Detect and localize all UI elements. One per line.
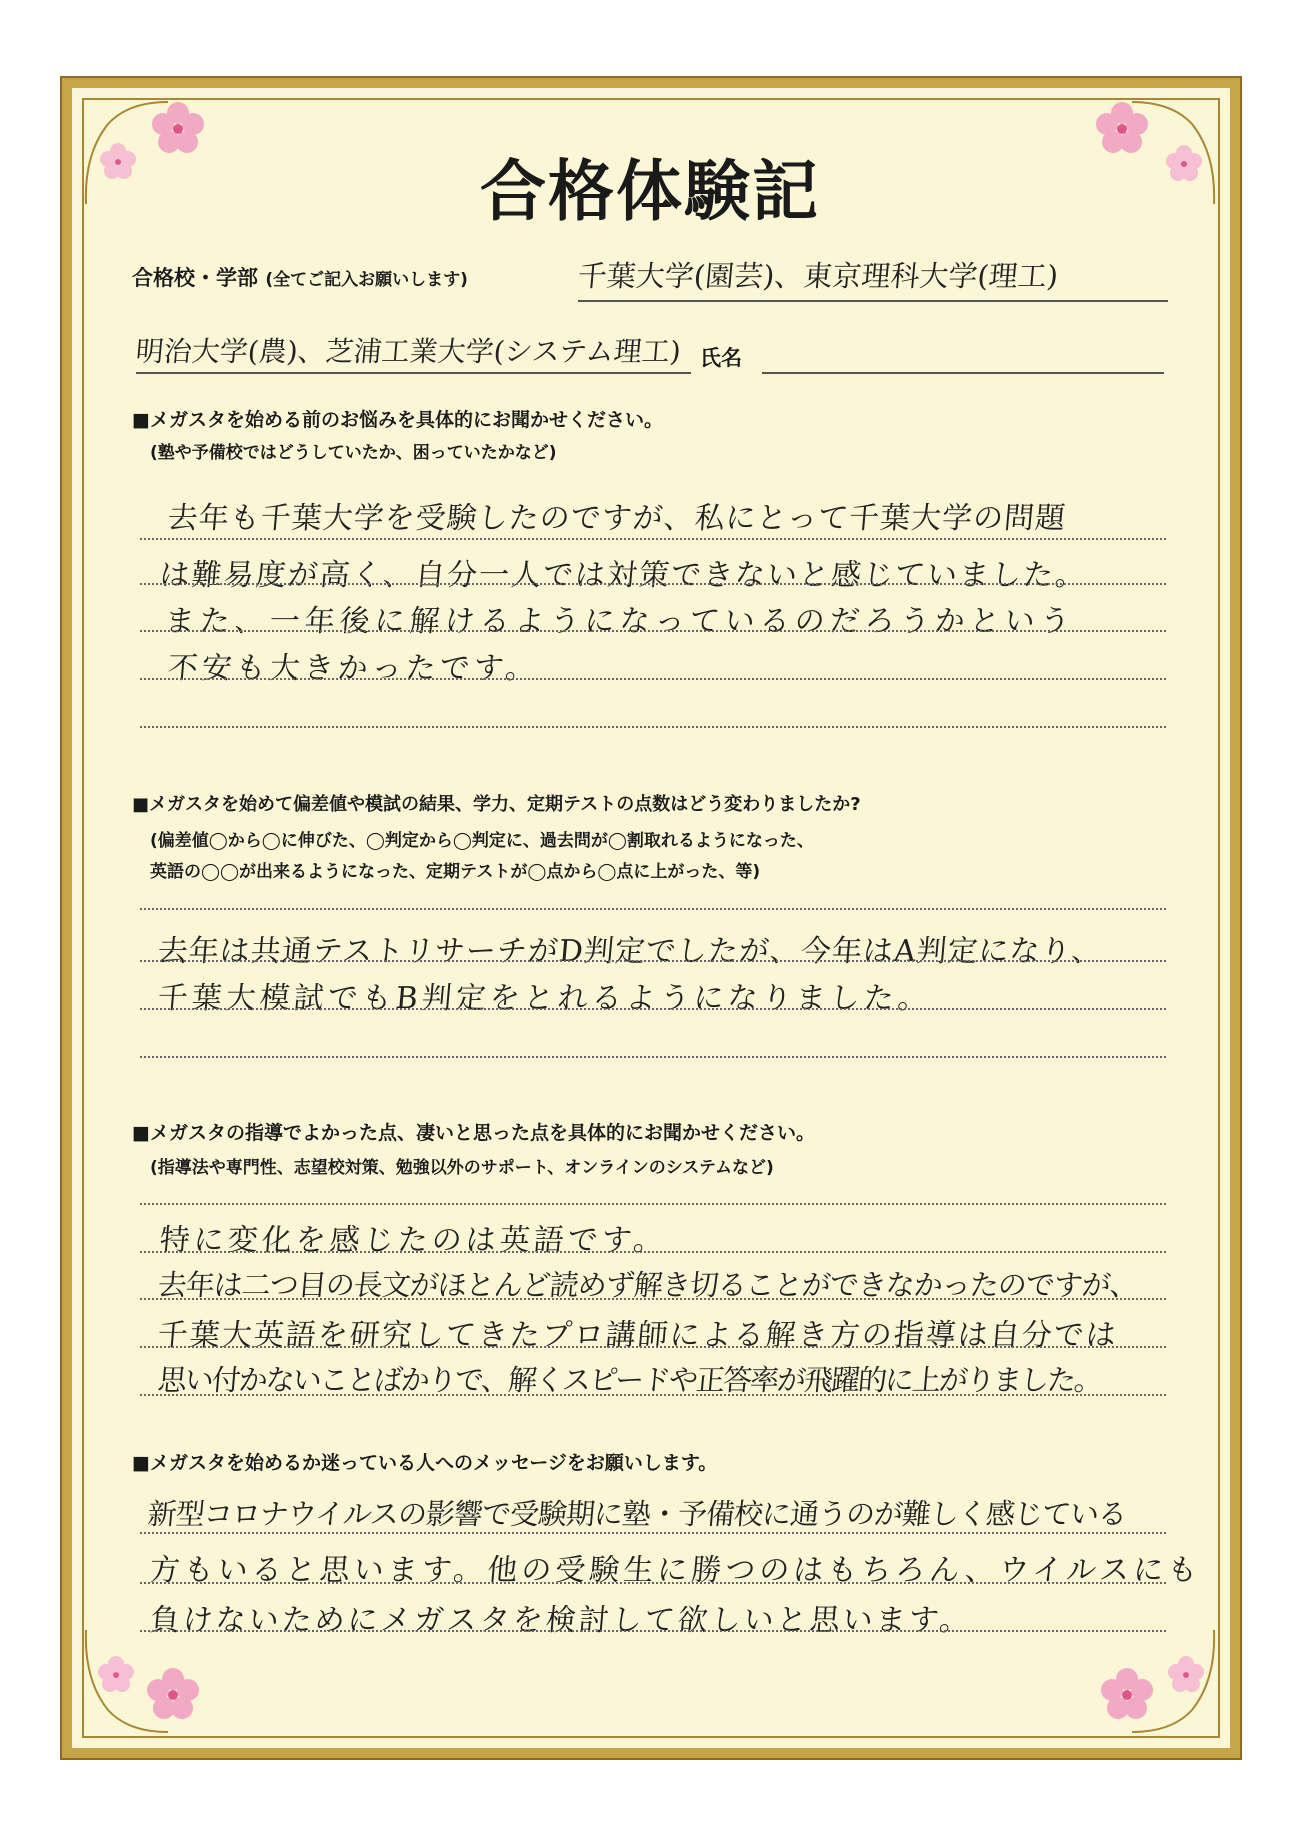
q3-answer-line: 千葉大英語を研究してきたプロ講師による解き方の指導は自分では bbox=[156, 1318, 1120, 1353]
school-line-2: 明治大学(農)、芝浦工業大学(システム理工) bbox=[134, 335, 683, 368]
q2-hint-2: 英語の◯◯が出来るようになった、定期テストが◯点から◯点に上がった、等) bbox=[150, 862, 761, 882]
ruled-line bbox=[140, 1394, 1166, 1396]
ruled-line bbox=[140, 630, 1166, 632]
school-label-row bbox=[132, 262, 468, 292]
ruled-line bbox=[140, 1532, 1166, 1534]
q3-answer-line: 特に変化を感じたのは英語です。 bbox=[158, 1223, 669, 1258]
q4-answer-line: 負けないためにメガスタを検討して欲しいと思います。 bbox=[148, 1603, 974, 1638]
q1-hint: (塾や予備校ではどうしていたか、困っていたかなど) bbox=[150, 443, 557, 463]
q3-hint: (指導法や専門性、志望校対策、勉強以外のサポート、オンラインのシステムなど) bbox=[150, 1158, 774, 1178]
cherry-blossom-bottom-right bbox=[1082, 1620, 1222, 1740]
ruled-line bbox=[140, 1203, 1166, 1205]
q3-question: ■メガスタの指導でよかった点、凄いと思った点を具体的にお聞かせください。 bbox=[132, 1122, 815, 1144]
blossom-icon bbox=[1101, 1630, 1214, 1732]
ruled-line bbox=[140, 1582, 1166, 1584]
ruled-line bbox=[140, 1008, 1166, 1010]
q2-answer-line: 去年は共通テストリサーチがD判定でしたが、今年はA判定になり、 bbox=[156, 934, 1105, 969]
q2-answer-line: 千葉大模試でもB判定をとれるようになりました。 bbox=[156, 981, 934, 1016]
ruled-line bbox=[140, 726, 1166, 728]
ruled-line bbox=[140, 1056, 1166, 1058]
name-underline bbox=[762, 372, 1164, 374]
q2-question: ■メガスタを始めて偏差値や模試の結果、学力、定期テストの点数はどう変わりましたか? bbox=[132, 794, 861, 815]
school-underline-2 bbox=[136, 372, 691, 374]
ruled-line bbox=[140, 960, 1166, 962]
page-title: 合格体験記 bbox=[480, 152, 820, 230]
q2-hint-1: (偏差値◯から◯に伸びた、◯判定から◯判定に、過去問が◯割取れるようになった、 bbox=[150, 831, 814, 851]
ruled-line bbox=[140, 1298, 1166, 1300]
ruled-line bbox=[140, 908, 1166, 910]
name-label: 氏名 bbox=[700, 346, 742, 370]
school-sublabel: (全てご記入お願いします) bbox=[265, 270, 468, 290]
ruled-line bbox=[140, 538, 1166, 540]
q4-answer-line: 方もいると思います。他の受験生に勝つのはもちろん、ウイルスにも bbox=[148, 1553, 1203, 1588]
ruled-line bbox=[140, 678, 1166, 680]
blossom-icon bbox=[86, 1630, 199, 1732]
ruled-line bbox=[140, 1346, 1166, 1348]
q1-answer-line: は難易度が高く、自分一人では対策できないと感じていました。 bbox=[158, 558, 1089, 593]
q1-answer-line: 不安も大きかったです。 bbox=[166, 651, 541, 686]
q1-answer-line: また、一年後に解けるようになっているのだろうかという bbox=[163, 604, 1077, 639]
ruled-line bbox=[140, 1630, 1166, 1632]
q4-question: ■メガスタを始めるか迷っている人へのメッセージをお願いします。 bbox=[132, 1452, 718, 1474]
q3-answer-line: 思い付かないことばかりで、解くスピードや正答率が飛躍的に上がりました。 bbox=[156, 1363, 1103, 1397]
q1-question: ■メガスタを始める前のお悩みを具体的にお聞かせください。 bbox=[132, 409, 663, 431]
school-label: 合格校・学部 bbox=[132, 266, 258, 290]
q3-answer-line: 去年は二つ目の長文がほとんど読めず解き切ることができなかったのですが、 bbox=[156, 1268, 1140, 1302]
ruled-line bbox=[140, 583, 1166, 585]
school-line-1: 千葉大学(園芸)、東京理科大学(理工) bbox=[576, 259, 1060, 293]
q4-answer-line: 新型コロナウイルスの影響で受験期に塾・予備校に通うのが難しく感じている bbox=[146, 1497, 1128, 1531]
q1-answer-line: 去年も千葉大学を受験したのですが、私にとって千葉大学の問題 bbox=[166, 501, 1068, 536]
school-underline-1 bbox=[578, 300, 1168, 302]
ruled-line bbox=[140, 1251, 1166, 1253]
